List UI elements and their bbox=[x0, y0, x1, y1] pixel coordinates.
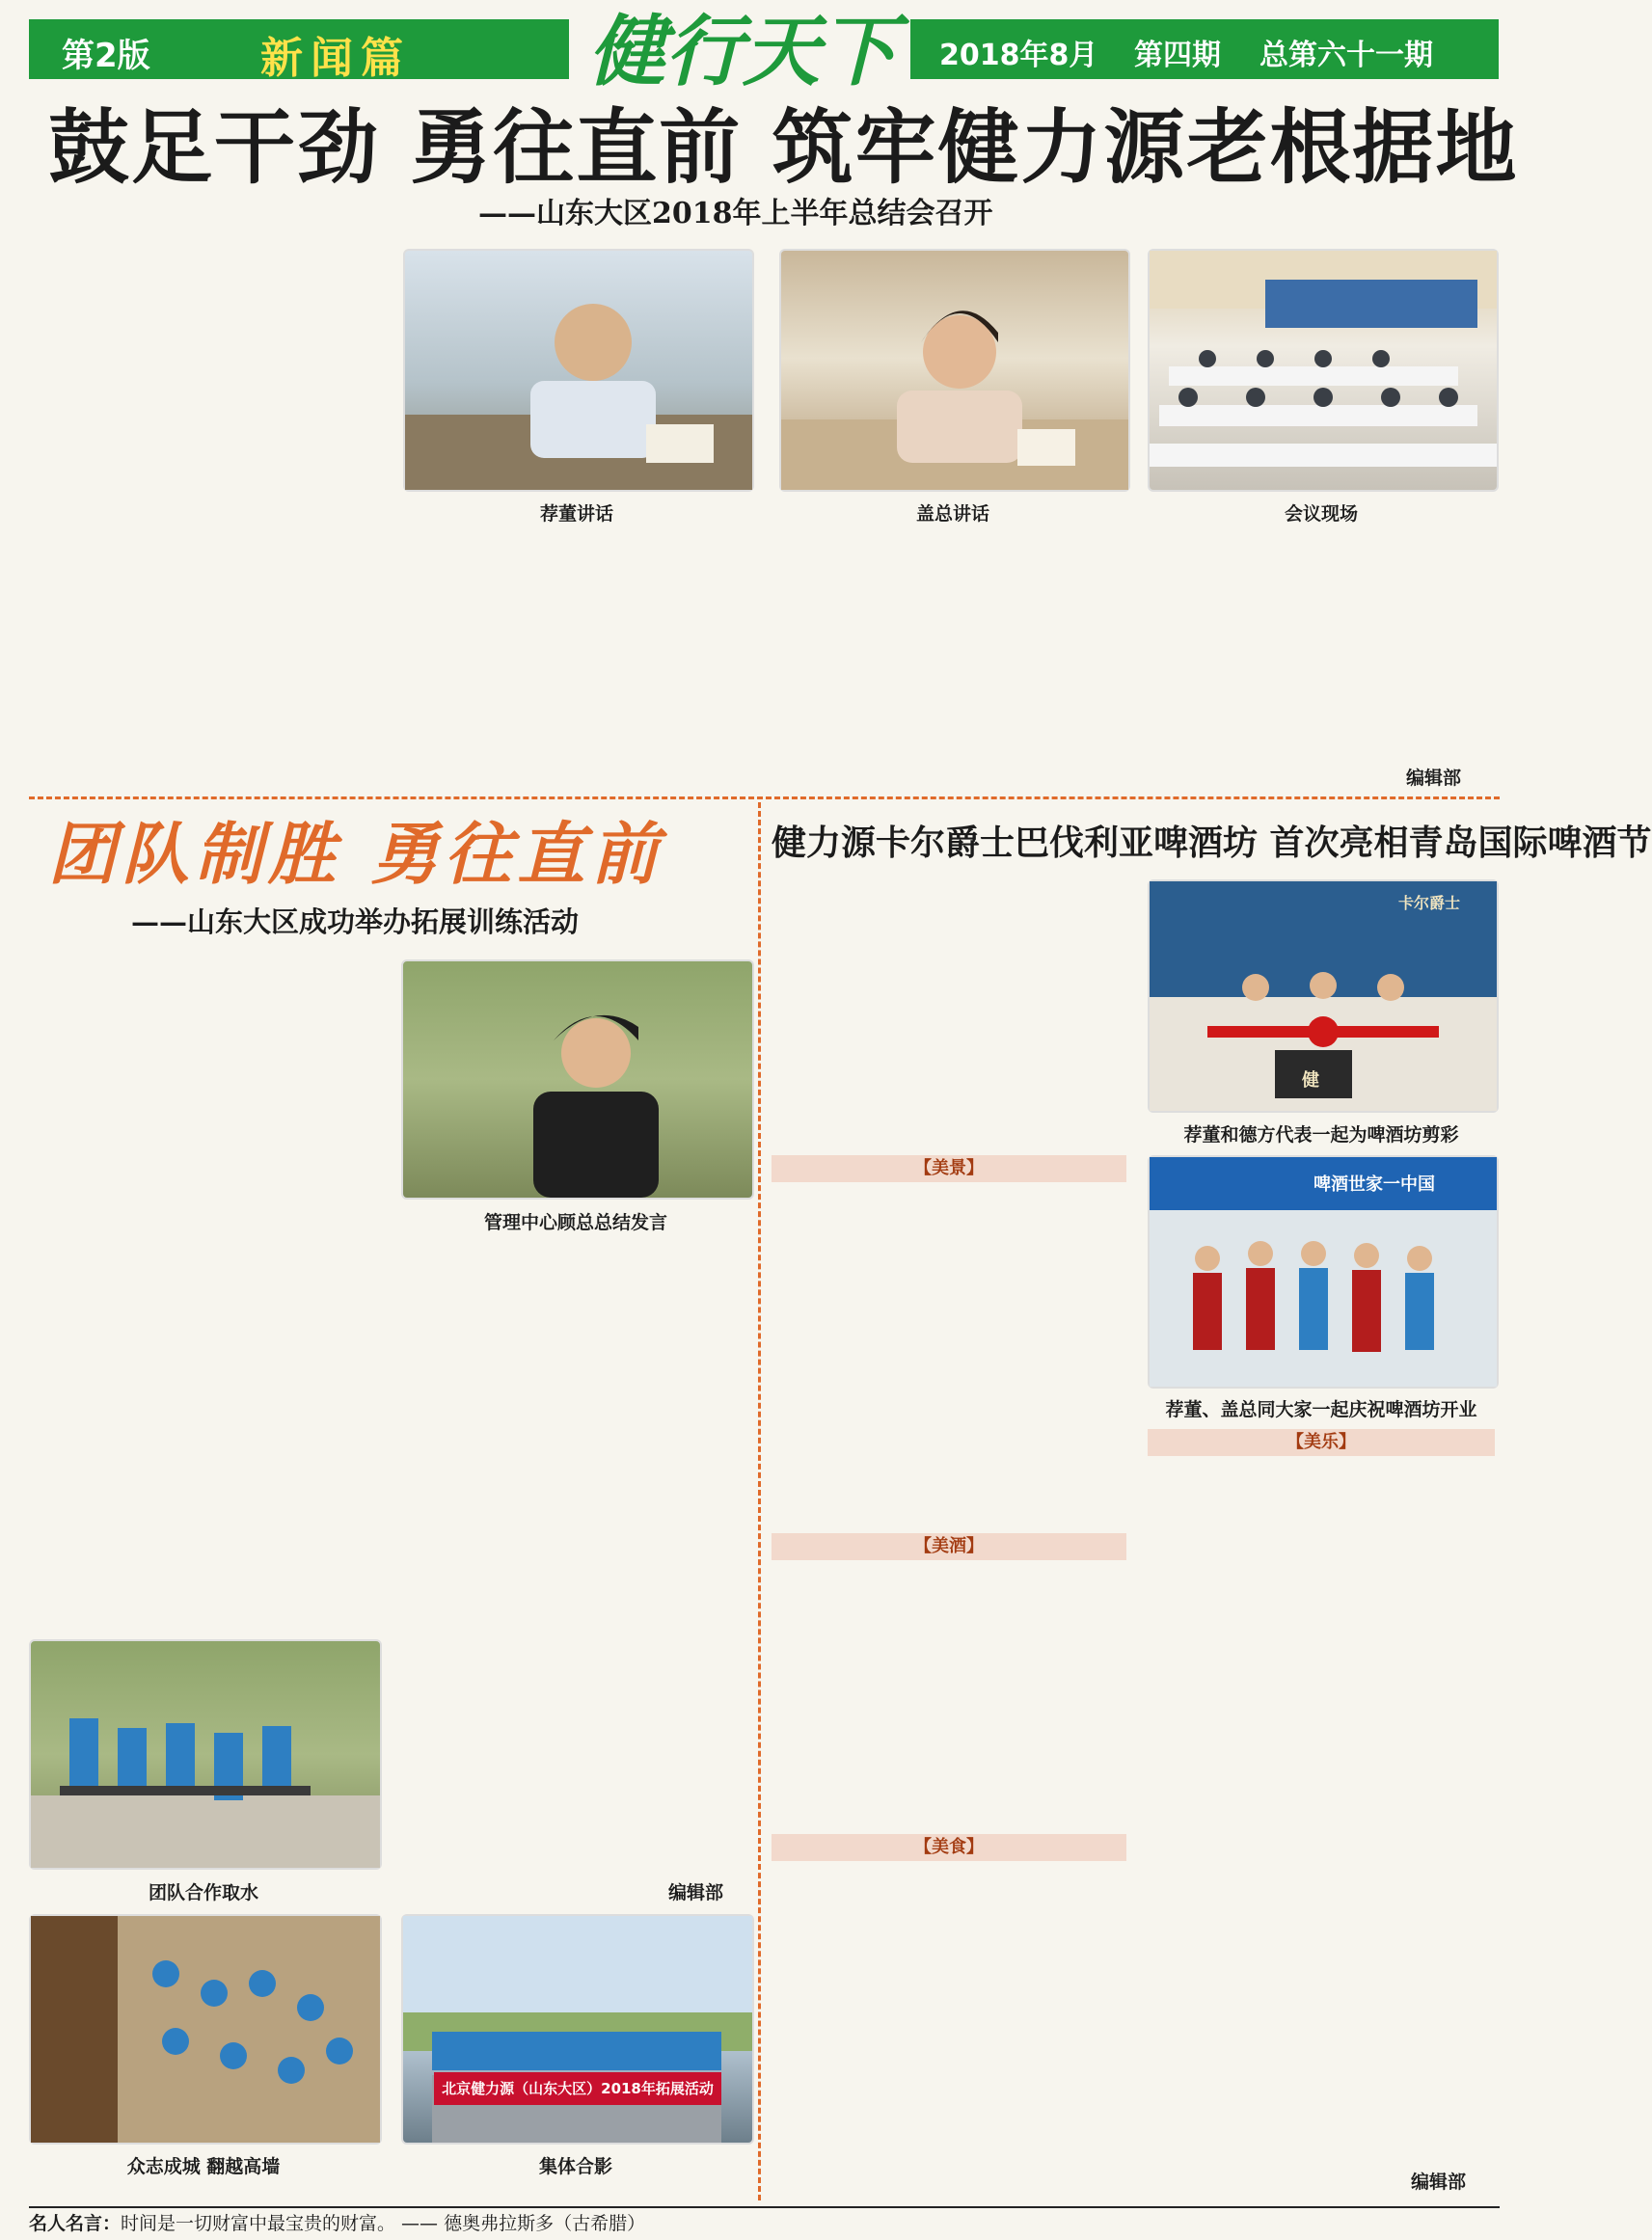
caption-gu-speech: 管理中心顾总总结发言 bbox=[483, 1212, 667, 1233]
issue-number: 第四期 bbox=[1134, 39, 1221, 72]
meeting-room-icon bbox=[1150, 251, 1497, 490]
article3-signature: 编辑部 bbox=[1410, 2172, 1466, 2193]
tag-beer: 【美酒】 bbox=[772, 1533, 1126, 1560]
team-activity-icon bbox=[31, 1641, 380, 1868]
ribbon-cutting-icon bbox=[1150, 881, 1497, 1111]
photo-team-water bbox=[29, 1639, 382, 1870]
beer-sign-2: 健 bbox=[1302, 1070, 1319, 1091]
section-label: 新闻篇 bbox=[260, 34, 411, 83]
footer-quote-text: 时间是一切财富中最宝贵的财富。 —— 德奥弗拉斯多（古希腊） bbox=[121, 2213, 646, 2234]
group-photo-icon bbox=[403, 1916, 752, 2143]
speaker-icon bbox=[781, 251, 1128, 490]
photo-meeting-venue bbox=[1148, 249, 1499, 492]
article3-beer bbox=[772, 1564, 1126, 1822]
photo-celebration bbox=[1148, 1155, 1499, 1389]
tag-food: 【美食】 bbox=[772, 1834, 1126, 1861]
article2-signature: 编辑部 bbox=[667, 1882, 723, 1903]
caption-director-speech: 荐董讲话 bbox=[539, 503, 613, 525]
article2-column-2a bbox=[401, 1242, 750, 1579]
article1-column-4 bbox=[1148, 530, 1495, 762]
header-right-band bbox=[910, 19, 1499, 79]
article1-column-1 bbox=[29, 207, 381, 786]
header-left-band bbox=[29, 19, 569, 83]
speaker-icon bbox=[405, 251, 752, 490]
article1-column-2 bbox=[403, 530, 750, 791]
photo-group bbox=[401, 1914, 754, 2145]
article2-headline: 团队制胜 勇往直前 bbox=[48, 814, 664, 894]
photo-gu-speech bbox=[401, 959, 754, 1200]
beer-sign: 卡尔爵士 bbox=[1398, 894, 1461, 912]
photo-director-speech bbox=[403, 249, 754, 492]
article1-headline: 鼓足干劲 勇往直前 筑牢健力源老根据地 bbox=[48, 99, 1519, 195]
article2-column-1a bbox=[29, 950, 378, 1625]
caption-group: 集体合影 bbox=[538, 2156, 612, 2177]
tag-scenery: 【美景】 bbox=[772, 1155, 1126, 1182]
group-photo-banner: 北京健力源（山东大区）2018年拓展活动 bbox=[434, 2072, 721, 2105]
issue-total: 总第六十一期 bbox=[1259, 39, 1433, 72]
divider-horizontal bbox=[29, 796, 1500, 799]
issue-date: 2018年8月 bbox=[939, 39, 1098, 72]
footer-quote bbox=[29, 2210, 1500, 2237]
article3-music bbox=[1148, 1460, 1495, 2172]
caption-ribbon-cutting: 荐董和德方代表一起为啤酒坊剪彩 bbox=[1183, 1124, 1459, 1146]
speaker-icon bbox=[403, 961, 752, 1198]
article2-subhead: ——山东大区成功举办拓展训练活动 bbox=[131, 905, 580, 938]
tag-music: 【美乐】 bbox=[1148, 1429, 1495, 1456]
footer-label: 名人名言： bbox=[29, 2213, 122, 2234]
article2-column-2b bbox=[401, 1572, 750, 1885]
article1-signature: 编辑部 bbox=[1405, 768, 1461, 789]
caption-celebration: 荐董、盖总同大家一起庆祝啤酒坊开业 bbox=[1165, 1399, 1477, 1420]
footer-rule bbox=[29, 2206, 1500, 2208]
caption-wall-climb: 众志成城 翻越高墙 bbox=[126, 2156, 281, 2177]
caption-gai-speech: 盖总讲话 bbox=[915, 503, 989, 525]
article3-scenery bbox=[772, 1186, 1126, 1524]
article3-headline: 健力源卡尔爵士巴伐利亚啤酒坊 首次亮相青岛国际啤酒节 bbox=[772, 823, 1652, 863]
divider-vertical bbox=[758, 802, 761, 2200]
photo-wall-climb bbox=[29, 1914, 382, 2145]
team-activity-icon bbox=[31, 1916, 380, 2143]
photo-ribbon-cutting bbox=[1148, 879, 1499, 1113]
edition-label: 第2版 bbox=[62, 37, 150, 75]
article1-subhead: ——山东大区2018年上半年总结会召开 bbox=[478, 197, 993, 230]
article3-food bbox=[772, 1865, 1126, 2193]
caption-team-water: 团队合作取水 bbox=[148, 1882, 258, 1903]
photo-gai-speech bbox=[779, 249, 1130, 492]
caption-meeting-venue: 会议现场 bbox=[1284, 503, 1358, 525]
beer-sign: 啤酒世家一中国 bbox=[1313, 1174, 1435, 1195]
article3-intro bbox=[772, 879, 1126, 1159]
masthead-title: 健行天下 bbox=[588, 6, 897, 96]
article1-column-3 bbox=[779, 530, 1126, 791]
